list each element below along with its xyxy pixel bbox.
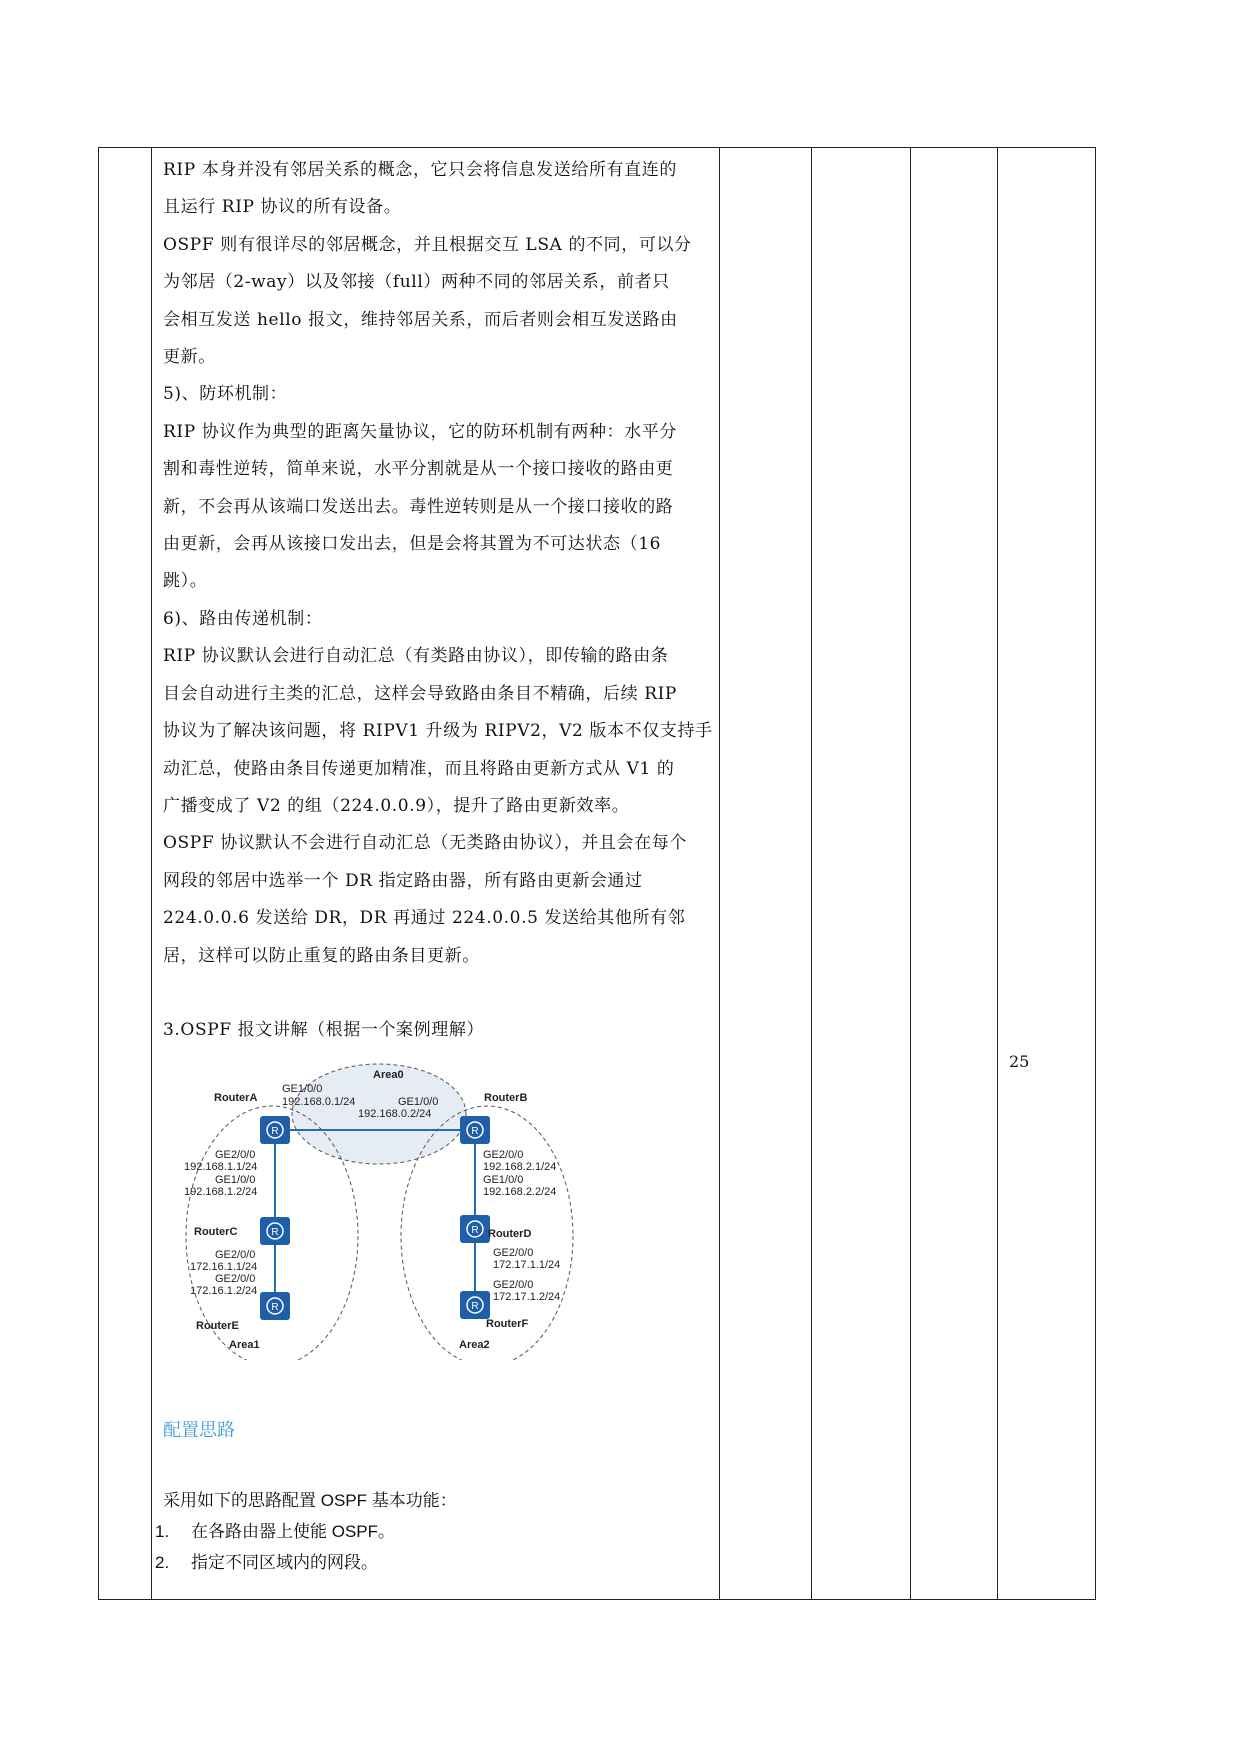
ip-label: 192.168.2.1/24 (483, 1161, 557, 1173)
config-section (163, 1416, 723, 1446)
svg-text:R: R (271, 1302, 279, 1313)
paragraph-line: 协议为了解决该问题，将 RIPV1 升级为 RIPV2，V2 版本不仅支持手 (163, 721, 713, 742)
svg-text:R: R (471, 1301, 479, 1312)
area1-label: Area1 (229, 1339, 260, 1351)
interface-label: GE2/0/0 (493, 1247, 534, 1259)
router-b-icon (460, 1116, 490, 1144)
area2-label: Area2 (459, 1339, 490, 1351)
interface-label: GE2/0/0 (493, 1279, 534, 1291)
router-f-label: RouterF (486, 1318, 529, 1330)
paragraph-line: RIP 协议作为典型的距离矢量协议，它的防环机制有两种：水平分 (163, 421, 677, 442)
paragraph-line: 居，这样可以防止重复的路由条目更新。 (163, 945, 480, 966)
ip-label: 192.168.0.1/24 (282, 1096, 356, 1108)
config-heading: 配置思路 (163, 1420, 235, 1441)
router-b-label: RouterB (484, 1092, 528, 1104)
ip-label: 172.16.1.1/24 (190, 1261, 258, 1273)
paragraph-line: OSPF 协议默认不会进行自动汇总（无类路由协议），并且会在每个 (163, 833, 687, 854)
paragraph-line: 目会自动进行主类的汇总，这样会导致路由条目不精确，后续 RIP (163, 683, 677, 704)
paragraph-line: 会相互发送 hello 报文，维持邻居关系，而后者则会相互发送路由 (163, 309, 678, 330)
interface-label: GE1/0/0 (215, 1174, 256, 1186)
list-text: 指定不同区域内的网段。 (191, 1553, 378, 1572)
router-d-icon (460, 1215, 490, 1243)
paragraph-line: 为邻居（2-way）以及邻接（full）两种不同的邻居关系，前者只 (163, 272, 670, 293)
interface-label: GE1/0/0 (398, 1096, 439, 1108)
interface-label: GE2/0/0 (215, 1149, 256, 1161)
list-item (155, 1516, 723, 1547)
paragraph-line: 割和毒性逆转，简单来说，水平分割就是从一个接口接收的路由更 (163, 459, 674, 480)
ospf-topology-diagram (170, 1052, 610, 1360)
ip-label: 192.168.0.2/24 (358, 1108, 432, 1120)
svg-text:R: R (271, 1126, 279, 1137)
router-a-label: RouterA (214, 1092, 258, 1104)
interface-label: GE2/0/0 (483, 1149, 524, 1161)
area0-label: Area0 (373, 1069, 404, 1081)
table-column-divider (910, 148, 911, 1599)
ip-label: 192.168.1.1/24 (184, 1161, 258, 1173)
interface-label: GE2/0/0 (215, 1273, 256, 1285)
paragraph-line: 更新。 (163, 347, 216, 368)
section-heading: 3.OSPF 报文讲解（根据一个案例理解） (163, 1019, 485, 1040)
paragraph-line: 跳）。 (163, 571, 208, 592)
router-c-icon (260, 1217, 290, 1245)
interface-label: GE1/0/0 (282, 1083, 323, 1095)
router-f-icon (460, 1291, 490, 1319)
ip-label: 172.16.1.2/24 (190, 1285, 258, 1297)
ip-label: 192.168.1.2/24 (184, 1186, 258, 1198)
router-d-label: RouterD (488, 1228, 532, 1240)
score-value: 25 (1009, 1052, 1030, 1071)
table-column-divider (997, 148, 998, 1599)
svg-text:R: R (271, 1227, 279, 1238)
config-steps (155, 1485, 723, 1578)
paragraph-line: 动汇总，使路由条目传递更加精准，而且将路由更新方式从 V1 的 (163, 758, 675, 779)
router-e-label: RouterE (196, 1320, 239, 1332)
paragraph-line: 广播变成了 V2 的组（224.0.0.9），提升了路由更新效率。 (163, 795, 630, 816)
paragraph-line: RIP 本身并没有邻居关系的概念，它只会将信息发送给所有直连的 (163, 160, 677, 180)
router-a-icon (260, 1116, 290, 1144)
interface-label: GE1/0/0 (483, 1174, 524, 1186)
list-number: 2. (155, 1553, 170, 1572)
ip-label: 172.17.1.1/24 (493, 1259, 561, 1271)
paragraph-line: 网段的邻居中选举一个 DR 指定路由器，所有路由更新会通过 (163, 870, 643, 891)
paragraph-line: OSPF 则有很详尽的邻居概念，并且根据交互 LSA 的不同，可以分 (163, 234, 692, 255)
router-e-icon (260, 1292, 290, 1320)
table-column-divider (151, 148, 152, 1599)
table-column-divider (811, 148, 812, 1599)
svg-text:R: R (471, 1225, 479, 1236)
router-c-label: RouterC (194, 1226, 238, 1238)
config-intro: 采用如下的思路配置 OSPF 基本功能： (163, 1491, 457, 1510)
subsection-heading: 6)、路由传递机制： (163, 608, 323, 629)
subsection-heading: 5)、防环机制： (163, 384, 288, 405)
ip-label: 192.168.2.2/24 (483, 1186, 557, 1198)
list-text: 在各路由器上使能 OSPF。 (191, 1522, 396, 1541)
paragraph-line: RIP 协议默认会进行自动汇总（有类路由协议），即传输的路由条 (163, 646, 669, 667)
interface-label: GE2/0/0 (215, 1249, 256, 1261)
list-item (155, 1547, 723, 1578)
svg-text:R: R (471, 1126, 479, 1137)
paragraph-line: 224.0.0.6 发送给 DR，DR 再通过 224.0.0.5 发送给其他所有邻 (163, 908, 686, 929)
table-content-cell (163, 152, 723, 1049)
paragraph-line: 由更新，会再从该接口发出去，但是会将其置为不可达状态（16 (163, 534, 662, 555)
paragraph-line: 且运行 RIP 协议的所有设备。 (163, 197, 402, 218)
ip-label: 172.17.1.2/24 (493, 1291, 561, 1303)
list-number: 1. (155, 1522, 170, 1541)
paragraph-line: 新，不会再从该端口发送出去。毒性逆转则是从一个接口接收的路 (163, 496, 674, 517)
